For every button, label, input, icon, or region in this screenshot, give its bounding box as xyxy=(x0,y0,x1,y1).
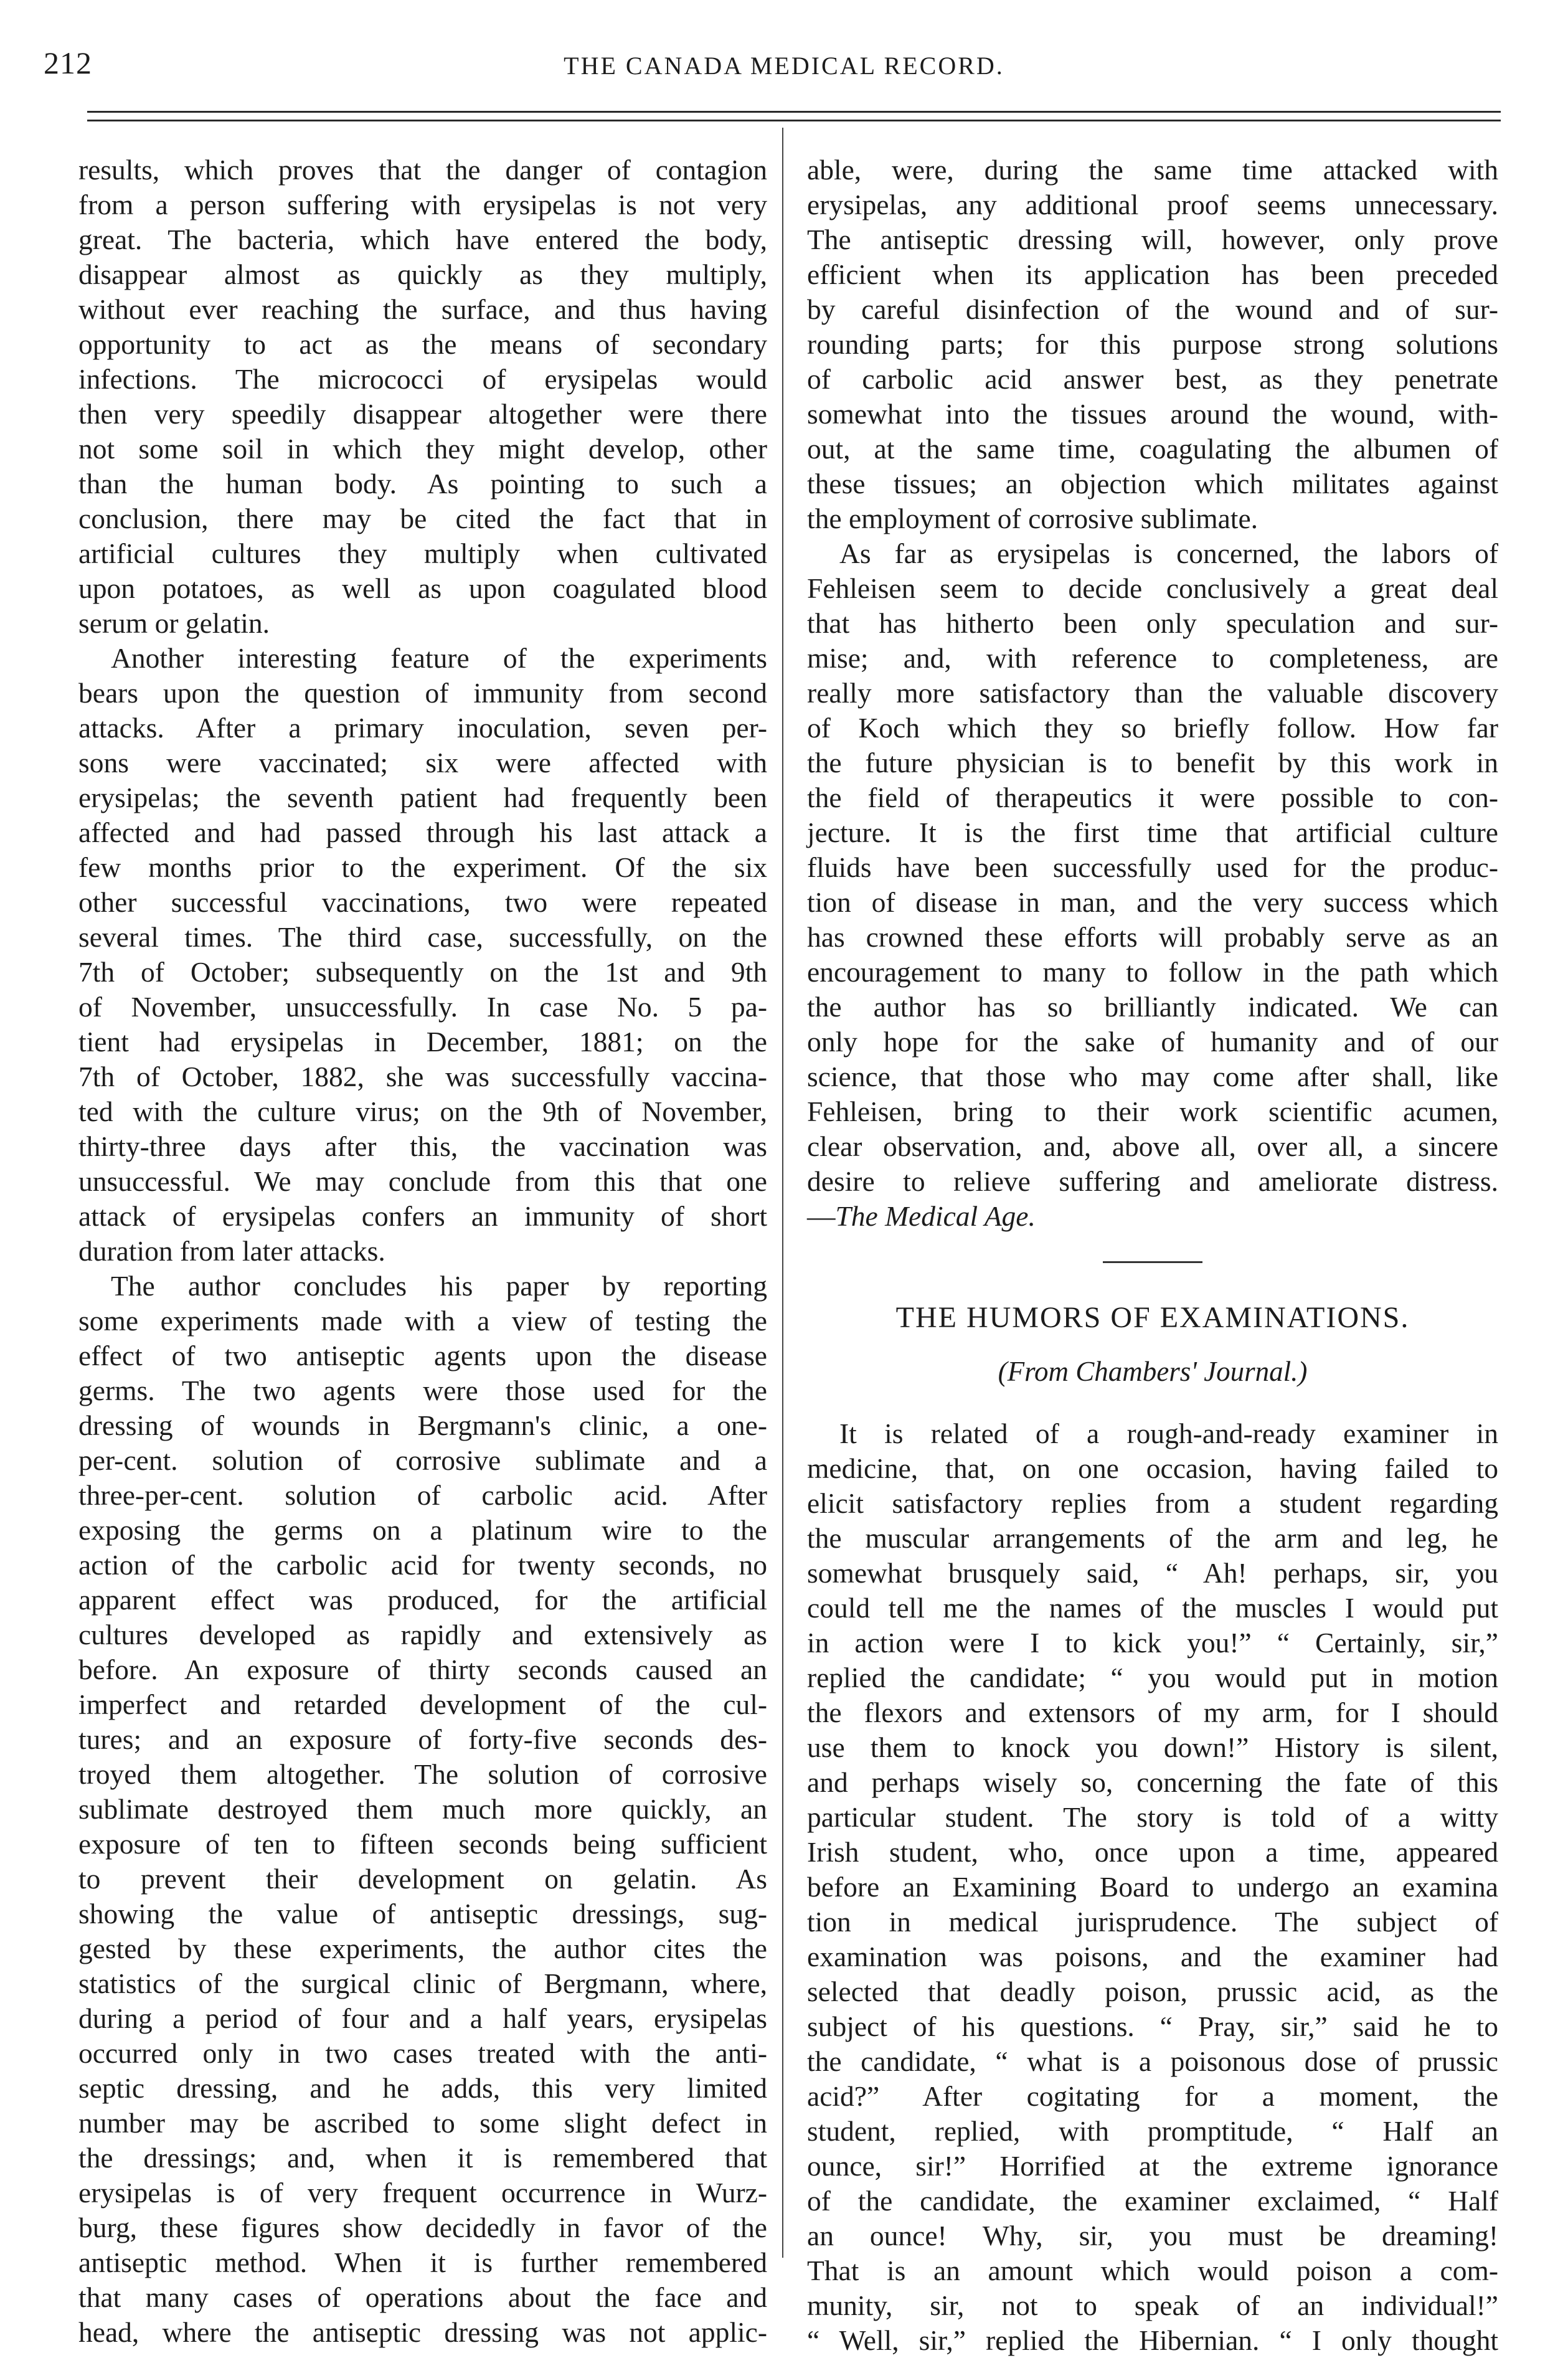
column-divider xyxy=(782,128,783,2258)
text-line: replied the candidate; “ you would put in motion xyxy=(807,1662,1498,1693)
text-line: that many cases of operations about the face and xyxy=(78,2281,767,2313)
text-line: clear observation, and, above all, over all, a sincere xyxy=(807,1130,1498,1162)
text-line: before an Examining Board to undergo an examina xyxy=(807,1871,1498,1903)
page-number: 212 xyxy=(44,45,92,80)
text-line: few months prior to the experiment. Of the six xyxy=(78,851,767,883)
text-line: an ounce! Why, sir, you must be dreaming! xyxy=(807,2220,1498,2251)
text-line: subject of his questions. “ Pray, sir,” said he to xyxy=(807,2010,1498,2042)
text-line: affected and had passed through his last attack a xyxy=(78,817,767,848)
text-line: some experiments made with a view of testing the xyxy=(78,1305,767,1337)
left-column xyxy=(78,153,767,2350)
text-line: tient had erysipelas in December, 1881; on the xyxy=(78,1026,767,1058)
text-line: serum or gelatin. xyxy=(78,607,270,639)
text-line: exposing the germs on a platinum wire to the xyxy=(78,1514,767,1546)
text-line: troyed them altogether. The solution of corrosive xyxy=(78,1758,767,1790)
text-line: statistics of the surgical clinic of Bergmann, where, xyxy=(78,1967,767,1999)
text-line: erysipelas is of very frequent occurrence in Wurz- xyxy=(78,2177,767,2209)
text-line: somewhat into the tissues around the wound, with- xyxy=(807,398,1498,430)
text-line: selected that deadly poison, prussic acid, as the xyxy=(807,1976,1498,2007)
text-line: apparent effect was produced, for the artificial xyxy=(78,1584,767,1616)
text-line: before. An exposure of thirty seconds caused an xyxy=(78,1654,767,1685)
text-line: the employment of corrosive sublimate. xyxy=(807,503,1259,534)
text-line: disappear almost as quickly as they multiply, xyxy=(78,258,767,290)
text-line: ounce, sir!” Horrified at the extreme ignorance xyxy=(807,2150,1498,2182)
text-line: That is an amount which would poison a com- xyxy=(807,2255,1498,2286)
header-rule-upper xyxy=(87,111,1501,113)
text-line: Fehleisen, bring to their work scientific acumen, xyxy=(807,1096,1498,1127)
text-line: could tell me the names of the muscles I would put xyxy=(807,1592,1498,1624)
text-line: unsuccessful. We may conclude from this that one xyxy=(78,1165,767,1197)
text-line: infections. The micrococci of erysipelas would xyxy=(78,363,767,395)
text-line: erysipelas; the seventh patient had frequently been xyxy=(78,782,767,813)
text-line: exposure of ten to fifteen seconds being sufficient xyxy=(78,1828,767,1860)
text-line: science, that those who may come after shall, like xyxy=(807,1061,1498,1092)
text-line: attacks. After a primary inoculation, seven per- xyxy=(78,712,767,744)
text-line: Another interesting feature of the experiments xyxy=(111,642,767,674)
text-line: several times. The third case, successfully, on the xyxy=(78,921,767,953)
text-line: mise; and, with reference to completeness, are xyxy=(807,642,1498,674)
right-column xyxy=(807,153,1498,2358)
text-line: occurred only in two cases treated with the anti- xyxy=(78,2037,767,2069)
text-line: use them to knock you down!” History is silent, xyxy=(807,1731,1498,1763)
text-line: the candidate, “ what is a poisonous dose of prussic xyxy=(807,2045,1498,2077)
text-line: really more satisfactory than the valuable discovery xyxy=(807,677,1498,709)
text-line: antiseptic method. When it is further remembered xyxy=(78,2247,767,2278)
text-line: particular student. The story is told of a witty xyxy=(807,1801,1498,1833)
text-line: upon potatoes, as well as upon coagulated blood xyxy=(78,572,767,604)
article-title: THE HUMORS OF EXAMINATIONS. xyxy=(895,1301,1410,1334)
text-line: bears upon the question of immunity from second xyxy=(78,677,767,709)
text-line: of carbolic acid answer best, as they penetrate xyxy=(807,363,1498,395)
text-line: “ Well, sir,” replied the Hibernian. “ I only thought xyxy=(807,2324,1498,2356)
text-line: jecture. It is the first time that artificial culture xyxy=(807,817,1498,848)
text-line: It is related of a rough-and-ready examiner in xyxy=(839,1418,1498,1449)
text-line: attack of erysipelas confers an immunity of short xyxy=(78,1200,767,1232)
text-line: 7th of October, 1882, she was successfully vaccina- xyxy=(78,1061,767,1092)
text-line: artificial cultures they multiply when cultivated xyxy=(78,537,767,569)
text-line: than the human body. As pointing to such a xyxy=(78,468,767,500)
text-line: only hope for the sake of humanity and of our xyxy=(807,1026,1498,1058)
text-line: the author has so brilliantly indicated. We can xyxy=(807,991,1498,1023)
text-line: fluids have been successfully used for the produc- xyxy=(807,851,1498,883)
text-line: tion of disease in man, and the very success which xyxy=(807,886,1498,918)
text-line: ted with the culture virus; on the 9th of November, xyxy=(78,1096,767,1127)
text-line: dressing of wounds in Bergmann's clinic, a one- xyxy=(78,1409,767,1441)
text-line: showing the value of antiseptic dressings, sug- xyxy=(78,1898,767,1929)
article-body xyxy=(807,1416,1498,2358)
text-line: and perhaps wisely so, concerning the fate of this xyxy=(807,1766,1498,1798)
text-line: able, were, during the same time attacked with xyxy=(807,154,1498,186)
text-line: erysipelas, any additional proof seems unnecessary. xyxy=(807,189,1498,220)
text-line: thirty-three days after this, the vaccination was xyxy=(78,1130,767,1162)
text-line: tures; and an exposure of forty-five seconds des- xyxy=(78,1723,767,1755)
text-line: that has hitherto been only speculation and sur- xyxy=(807,607,1498,639)
article-source: (From Chambers' Journal.) xyxy=(998,1356,1308,1387)
text-line: the field of therapeutics it were possible to con- xyxy=(807,782,1498,813)
text-line: elicit satisfactory replies from a student regarding xyxy=(807,1487,1498,1519)
text-line: of the candidate, the examiner exclaimed, “ Half xyxy=(807,2185,1498,2217)
text-line: to prevent their development on gelatin. As xyxy=(78,1863,767,1895)
source-credit xyxy=(807,1199,1498,1234)
text-line: efficient when its application has been preceded xyxy=(807,258,1498,290)
text-line: the muscular arrangements of the arm and leg, he xyxy=(807,1522,1498,1554)
text-line: the future physician is to benefit by this work in xyxy=(807,747,1498,779)
text-line: Irish student, who, once upon a time, appeared xyxy=(807,1836,1498,1868)
text-line: action of the carbolic acid for twenty seconds, no xyxy=(78,1549,767,1581)
text-line: gested by these experiments, the author cites the xyxy=(78,1933,767,1964)
text-line: Fehleisen seem to decide conclusively a great deal xyxy=(807,572,1498,604)
text-line: other successful vaccinations, two were repeated xyxy=(78,886,767,918)
text-line: examination was poisons, and the examiner had xyxy=(807,1941,1498,1972)
text-line: conclusion, there may be cited the fact that in xyxy=(78,503,767,534)
text-line: germs. The two agents were those used for the xyxy=(78,1375,767,1406)
text-line: during a period of four and a half years, erysipelas xyxy=(78,2002,767,2034)
source-credit-name: The Medical Age. xyxy=(835,1200,1036,1232)
text-line: The author concludes his paper by reporting xyxy=(111,1270,767,1302)
text-line: As far as erysipelas is concerned, the labors of xyxy=(839,537,1498,569)
text-line: by careful disinfection of the wound and of sur- xyxy=(807,293,1498,325)
text-line: three-per-cent. solution of carbolic acid. After xyxy=(78,1479,767,1511)
text-line: out, at the same time, coagulating the albumen of xyxy=(807,433,1498,465)
source-credit-dash: — xyxy=(807,1200,836,1232)
text-line: effect of two antiseptic agents upon the disease xyxy=(78,1340,767,1371)
text-line: opportunity to act as the means of secondary xyxy=(78,328,767,360)
text-line: of Koch which they so briefly follow. How far xyxy=(807,712,1498,744)
section-separator-rule xyxy=(1103,1261,1202,1263)
text-line: the flexors and extensors of my arm, for I should xyxy=(807,1697,1498,1728)
text-line: from a person suffering with erysipelas is not very xyxy=(78,189,767,220)
text-line: of November, unsuccessfully. In case No. 5 pa- xyxy=(78,991,767,1023)
text-line: burg, these figures show decidedly in favor of the xyxy=(78,2212,767,2243)
text-line: results, which proves that the danger of contagion xyxy=(78,154,767,186)
text-line: student, replied, with promptitude, “ Half an xyxy=(807,2115,1498,2147)
header-rule-lower xyxy=(87,120,1501,121)
text-line: has crowned these efforts will probably serve as an xyxy=(807,921,1498,953)
text-line: 7th of October; subsequently on the 1st and 9th xyxy=(78,956,767,988)
text-line: imperfect and retarded development of the cul- xyxy=(78,1688,767,1720)
text-line: somewhat brusquely said, “ Ah! perhaps, sir, you xyxy=(807,1557,1498,1589)
text-line: rounding parts; for this purpose strong solutions xyxy=(807,328,1498,360)
text-line: great. The bacteria, which have entered the body, xyxy=(78,224,767,255)
text-line: without ever reaching the surface, and thus having xyxy=(78,293,767,325)
right-column-continuation xyxy=(807,153,1498,1199)
text-line: septic dressing, and he adds, this very limited xyxy=(78,2072,767,2104)
text-line: acid?” After cogitating for a moment, the xyxy=(807,2080,1498,2112)
text-line: duration from later attacks. xyxy=(78,1235,385,1267)
text-line: munity, sir, not to speak of an individual!” xyxy=(807,2289,1498,2321)
text-line: these tissues; an objection which militates against xyxy=(807,468,1498,500)
text-line: encouragement to many to follow in the path which xyxy=(807,956,1498,988)
text-line: desire to relieve suffering and ameliorate distress. xyxy=(807,1165,1498,1197)
text-line: head, where the antiseptic dressing was not applic- xyxy=(78,2316,767,2348)
text-line: medicine, that, on one occasion, having failed to xyxy=(807,1452,1498,1484)
running-head: THE CANADA MEDICAL RECORD. xyxy=(564,52,1004,80)
text-line: sublimate destroyed them much more quickly, an xyxy=(78,1793,767,1825)
text-line: tion in medical jurisprudence. The subject of xyxy=(807,1906,1498,1938)
text-line: in action were I to kick you!” “ Certainly, sir,” xyxy=(807,1627,1498,1659)
text-line: sons were vaccinated; six were affected with xyxy=(78,747,767,779)
text-line: cultures developed as rapidly and extensively as xyxy=(78,1619,767,1650)
text-line: per-cent. solution of corrosive sublimate and a xyxy=(78,1444,767,1476)
text-line: The antiseptic dressing will, however, only prove xyxy=(807,224,1498,255)
text-line: then very speedily disappear altogether were there xyxy=(78,398,767,430)
text-line: the dressings; and, when it is remembered that xyxy=(78,2142,767,2174)
text-line: not some soil in which they might develop, other xyxy=(78,433,767,465)
text-line: number may be ascribed to some slight defect in xyxy=(78,2107,767,2139)
